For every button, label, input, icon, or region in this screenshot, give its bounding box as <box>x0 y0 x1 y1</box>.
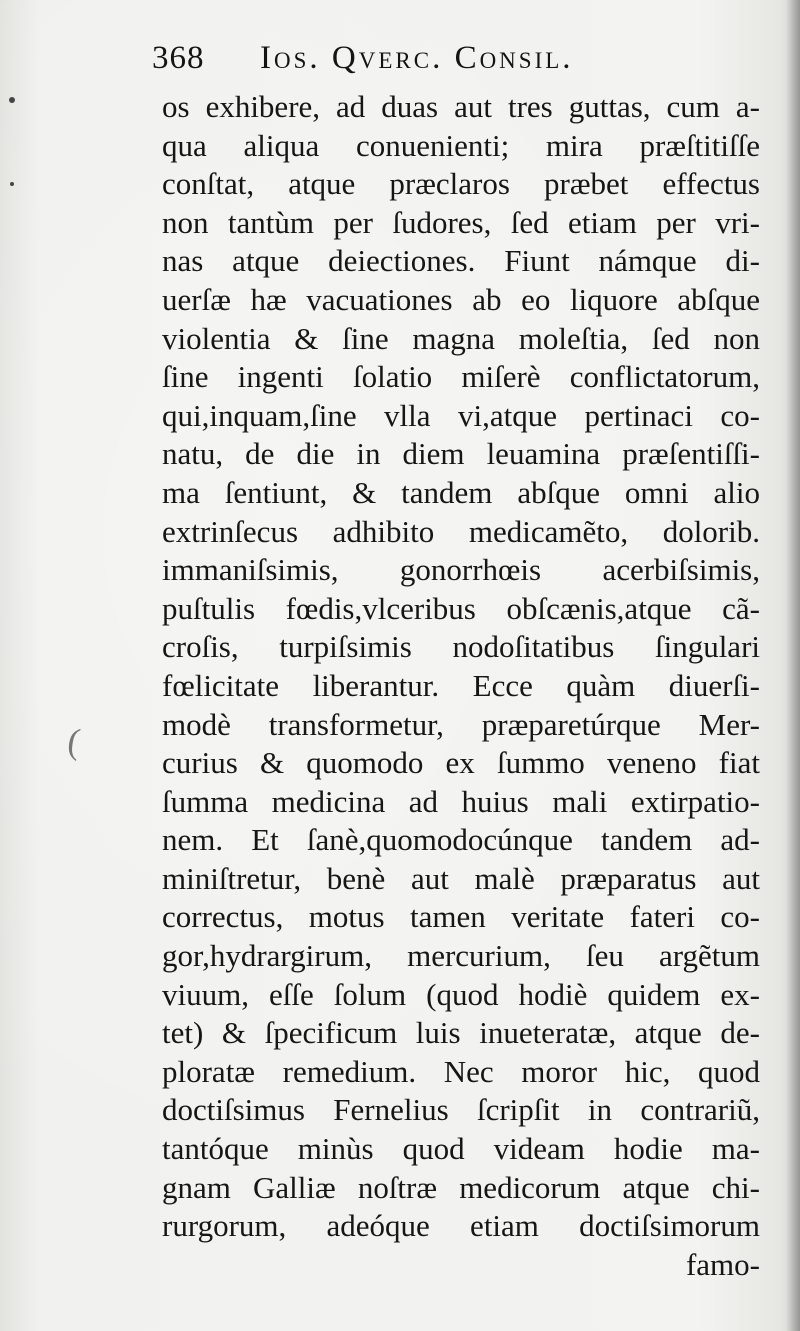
text-line: nem. Et ſanè,quomodocúnque tandem ad- <box>162 822 760 858</box>
text-line: tet) & ſpecificum luis inueteratæ, atque de- <box>162 1015 760 1051</box>
running-head: Ios. Qverc. Consil. <box>260 40 574 76</box>
text-line: modè transformetur, præparetúrque Mer- <box>162 706 760 742</box>
text-line: gor,hydrargirum, mercurium, ſeu argẽtum <box>162 938 760 974</box>
text-line: tantóque minùs quod videam hodie ma- <box>162 1131 760 1167</box>
binding-shadow <box>786 0 800 1331</box>
text-line: qua aliqua conuenienti; mira præſtitiſſe <box>162 127 760 163</box>
margin-dot-mark <box>9 97 15 103</box>
text-line: ma ſentiunt, & tandem abſque omni alio <box>162 474 760 510</box>
text-line: non tantùm per ſudores, ſed etiam per vri- <box>162 204 760 240</box>
text-line: curius & quomodo ex ſummo veneno fiat <box>162 745 760 781</box>
text-line: natu, de die in diem leuamina præſentiſſi- <box>162 436 760 472</box>
text-line: puſtulis fœdis,vlceribus obſcænis,atque cã- <box>162 590 760 626</box>
body-text <box>162 88 772 1284</box>
text-line: ſumma medicina ad huius mali extirpatio- <box>162 783 760 819</box>
text-line: nas atque deiectiones. Fiunt námque di- <box>162 243 760 279</box>
text-line: correctus, motus tamen veritate fateri co- <box>162 899 760 935</box>
text-line: ploratæ remedium. Nec moror hic, quod <box>162 1053 760 1089</box>
margin-bracket-mark: ( <box>65 720 83 762</box>
text-line: miniſtretur, benè aut malè præparatus aut <box>162 860 760 896</box>
text-line: ſine ingenti ſolatio miſerè conflictatorum, <box>162 359 760 395</box>
text-line: uerſæ hæ vacuationes ab eo liquore abſque <box>162 281 760 317</box>
text-line: immaniſsimis, gonorrhœis acerbiſsimis, <box>162 552 760 588</box>
text-line: viuum, eſſe ſolum (quod hodiè quidem ex- <box>162 976 760 1012</box>
text-line: violentia & ſine magna moleſtia, ſed non <box>162 320 760 356</box>
margin-dot-mark-small <box>10 182 14 186</box>
text-line: gnam Galliæ noſtræ medicorum atque chi- <box>162 1169 760 1205</box>
text-line: conſtat, atque præclaros præbet effectus <box>162 166 760 202</box>
text-line: doctiſsimus Fernelius ſcripſit in contrariũ, <box>162 1092 760 1128</box>
text-line: qui,inquam,ſine vlla vi,atque pertinaci co- <box>162 397 760 433</box>
text-line: fœlicitate liberantur. Ecce quàm diuerſi- <box>162 667 760 703</box>
page-header <box>152 40 652 90</box>
text-line: os exhibere, ad duas aut tres guttas, cum a- <box>162 89 760 124</box>
text-line: rurgorum, adeóque etiam doctiſsimorum <box>162 1208 760 1244</box>
text-line: extrinſecus adhibito medicamẽto, dolorib. <box>162 513 760 549</box>
text-line: famo- <box>685 1246 760 1282</box>
text-line: croſis, turpiſsimis nodoſitatibus ſingulari <box>162 629 760 665</box>
page-number: 368 <box>152 40 205 76</box>
